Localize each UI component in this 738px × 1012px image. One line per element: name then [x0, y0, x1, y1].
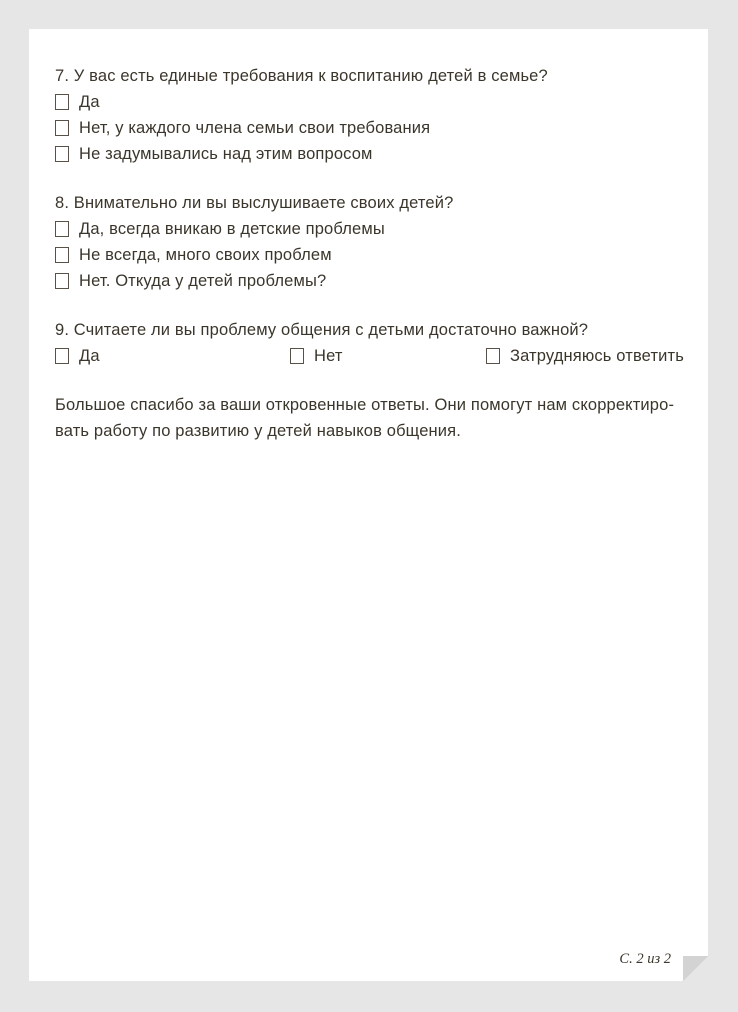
question-8 — [55, 190, 684, 294]
option-row — [55, 115, 684, 141]
option-label: Да, всегда вникаю в детские проблемы — [79, 219, 385, 238]
option-row — [55, 141, 684, 167]
checkbox[interactable] — [55, 120, 69, 136]
question-text — [55, 317, 684, 343]
checkbox[interactable] — [55, 94, 69, 110]
option-row — [290, 343, 343, 369]
option-label: Нет, у каждого члена семьи свои требования — [79, 118, 431, 137]
question-number: 7. — [55, 67, 70, 85]
page-number: С. 2 из 2 — [619, 951, 671, 967]
option-label: Не задумывались над этим вопросом — [79, 144, 373, 163]
checkbox[interactable] — [55, 221, 69, 237]
checkbox[interactable] — [55, 146, 69, 162]
question-9 — [55, 317, 684, 369]
closing-paragraph — [55, 392, 684, 444]
option-row — [55, 89, 684, 115]
question-number: 8. — [55, 194, 70, 212]
option-label: Нет. Откуда у детей проблемы? — [79, 271, 327, 290]
question-number: 9. — [55, 321, 70, 339]
closing-line: Большое спасибо за ваши откровенные ответы. Они помогут нам скорректиро- — [55, 396, 675, 414]
option-label: Нет — [314, 346, 343, 365]
horizontal-options-row — [55, 343, 684, 369]
checkbox[interactable] — [55, 348, 69, 364]
question-label: Считаете ли вы проблему общения с детьми достаточно важной? — [73, 321, 589, 339]
option-row — [486, 343, 684, 369]
checkbox[interactable] — [55, 273, 69, 289]
option-label: Да — [79, 92, 100, 111]
checkbox[interactable] — [486, 348, 500, 364]
checkbox[interactable] — [55, 247, 69, 263]
option-row — [55, 343, 100, 369]
option-label: Не всегда, много своих проблем — [79, 245, 332, 264]
survey-page — [29, 29, 708, 981]
question-text — [55, 190, 684, 216]
checkbox[interactable] — [290, 348, 304, 364]
option-row — [55, 216, 684, 242]
question-text — [55, 63, 684, 89]
closing-line: вать работу по развитию у детей навыков общения. — [55, 422, 461, 440]
question-7 — [55, 63, 684, 167]
page-corner-fold — [683, 956, 708, 981]
option-row — [55, 242, 684, 268]
option-label: Затрудняюсь ответить — [509, 346, 684, 365]
page-content — [55, 63, 684, 444]
option-label: Да — [79, 346, 100, 365]
question-label: У вас есть единые требования к воспитанию детей в семье? — [73, 67, 548, 85]
option-row — [55, 268, 684, 294]
question-label: Внимательно ли вы выслушиваете своих детей? — [73, 194, 454, 212]
